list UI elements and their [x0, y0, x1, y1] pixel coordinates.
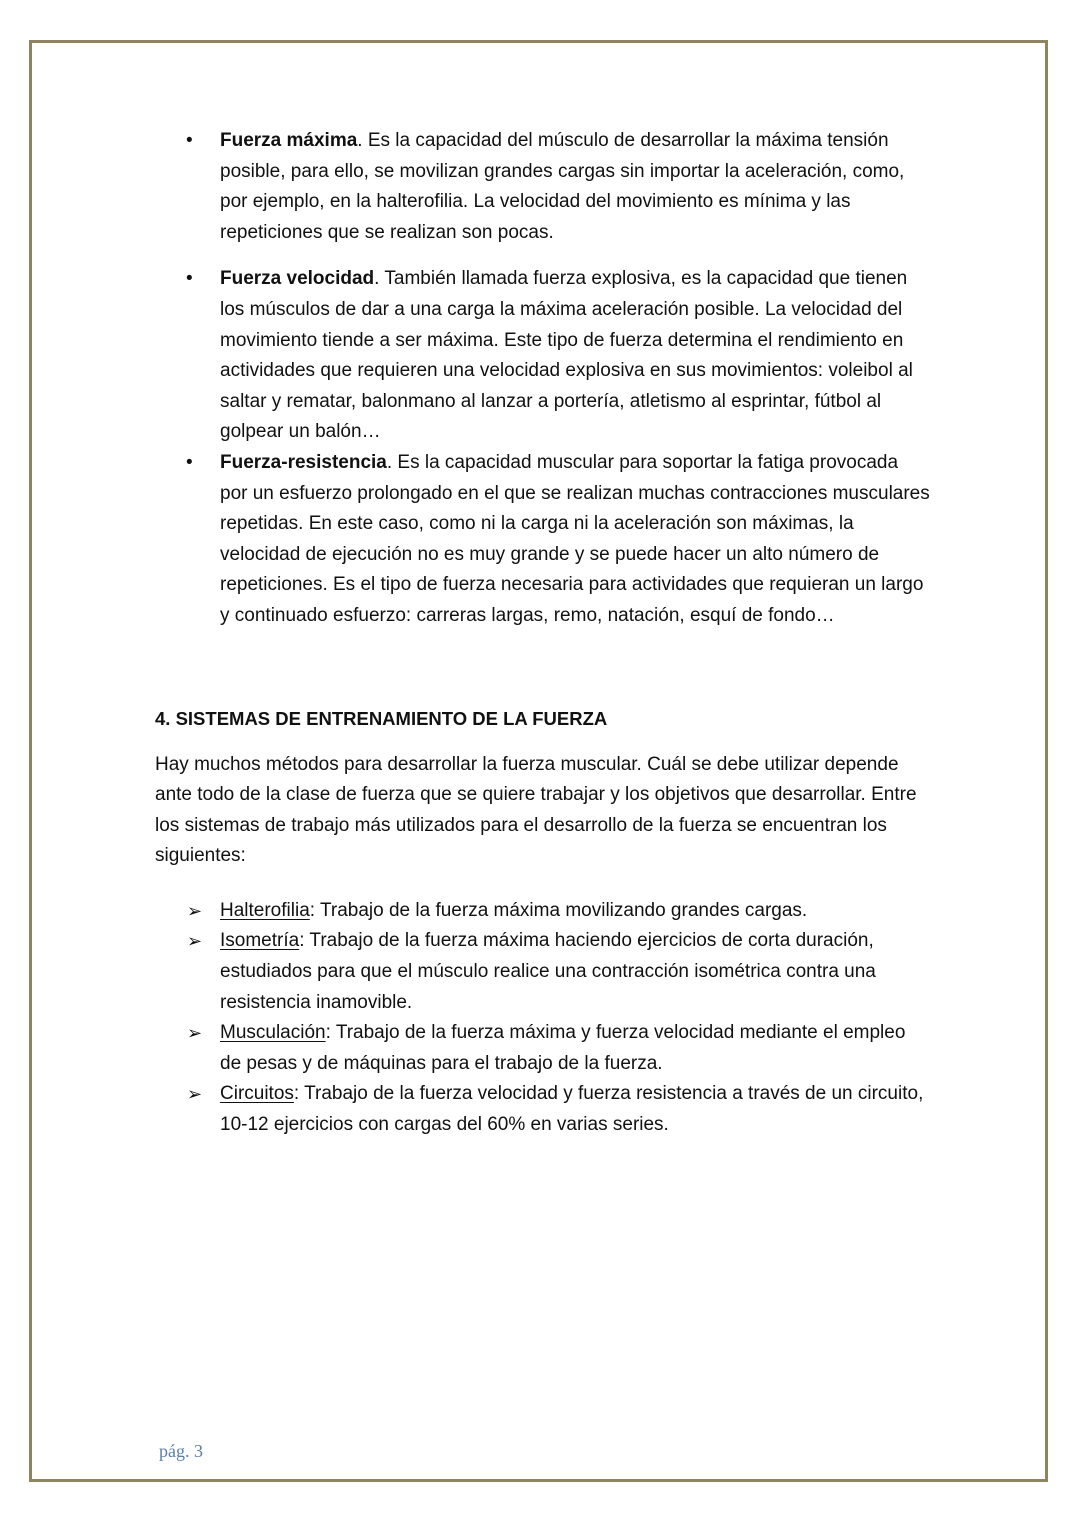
arrow-bullet-icon: ➢ — [187, 1084, 203, 1105]
document-body — [155, 126, 930, 1141]
page-number: pág. 3 — [159, 1441, 203, 1461]
system-name-musculacion: Musculación — [220, 1022, 326, 1044]
strength-types-list — [155, 126, 930, 632]
definition-fuerza-velocidad: . También llamada fuerza explosiva, es la capacidad que tienen los músculos de dar a una carga la máxima aceleración posible. La velocidad del movimiento tiende a ser máxima. Este tipo de fuerza determina el rendimiento en actividades que requieren una velocidad explosiva en sus movimientos: voleibol al saltar y rematar, balonmano al lanzar a portería, atletismo al esprintar, fútbol al golpear un balón… — [220, 268, 913, 443]
bullet-icon: • — [186, 451, 193, 473]
arrow-bullet-icon: ➢ — [187, 1023, 203, 1044]
term-fuerza-resistencia: Fuerza-resistencia — [220, 451, 387, 473]
list-item-isometria — [155, 926, 930, 1018]
system-name-halterofilia: Halterofilia — [220, 899, 310, 921]
list-item-fuerza-maxima — [155, 126, 930, 248]
section-title: 4. SISTEMAS DE ENTRENAMIENTO DE LA FUERZA — [155, 707, 608, 729]
bullet-icon: • — [186, 130, 193, 151]
training-systems-list — [155, 896, 930, 1141]
list-item-fuerza-velocidad — [155, 264, 930, 448]
section-intro: Hay muchos métodos para desarrollar la fuerza muscular. Cuál se debe utilizar depende ante todo de la clase de fuerza que se quiere trabajar y los objetivos que desarrollar. Entre los sistemas de trabajo más utilizados para el desarrollo de la fuerza se encuentran los siguientes: — [155, 753, 917, 867]
system-text-circuitos: : Trabajo de la fuerza velocidad y fuerza resistencia a través de un circuito, 10-12 ejercicios con cargas del 60% en varias series. — [220, 1083, 924, 1136]
arrow-bullet-icon: ➢ — [187, 931, 203, 952]
bullet-icon: • — [186, 268, 193, 290]
term-fuerza-maxima: Fuerza máxima — [220, 130, 358, 151]
list-item-fuerza-resistencia — [155, 448, 930, 632]
system-name-circuitos: Circuitos — [220, 1083, 294, 1105]
list-item-circuitos — [155, 1079, 930, 1140]
arrow-bullet-icon: ➢ — [187, 900, 203, 921]
system-text-halterofilia: : Trabajo de la fuerza máxima movilizando grandes cargas. — [309, 899, 808, 921]
system-text-isometria: : Trabajo de la fuerza máxima haciendo ejercicios de corta duración, estudiados para que el músculo realice una contracción isométrica contra una resistencia inamovible. — [220, 930, 876, 1013]
definition-fuerza-resistencia: . Es la capacidad muscular para soportar la fatiga provocada por un esfuerzo prolongado en el que se realizan muchas contracciones musculares repetidas. En este caso, como ni la carga ni la aceleración son máximas, la velocidad de ejecución no es muy grande y se puede hacer un alto número de repeticiones. Es el tipo de fuerza necesaria para actividades que requieran un largo y continuado esfuerzo: carreras largas, remo, natación, esquí de fondo… — [220, 451, 930, 626]
list-item-halterofilia — [155, 896, 930, 927]
term-fuerza-velocidad: Fuerza velocidad — [220, 268, 375, 290]
list-item-musculacion — [155, 1018, 930, 1079]
system-name-isometria: Isometría — [220, 930, 300, 952]
system-text-musculacion: : Trabajo de la fuerza máxima y fuerza velocidad mediante el empleo de pesas y de máquinas para el trabajo de la fuerza. — [220, 1022, 906, 1074]
definition-fuerza-maxima: . Es la capacidad del músculo de desarrollar la máxima tensión posible, para ello, se movilizan grandes cargas sin importar la aceleración, como, por ejemplo, en la halterofilia. La velocidad del movimiento es mínima y las repeticiones que se realizan son pocas. — [220, 130, 905, 243]
